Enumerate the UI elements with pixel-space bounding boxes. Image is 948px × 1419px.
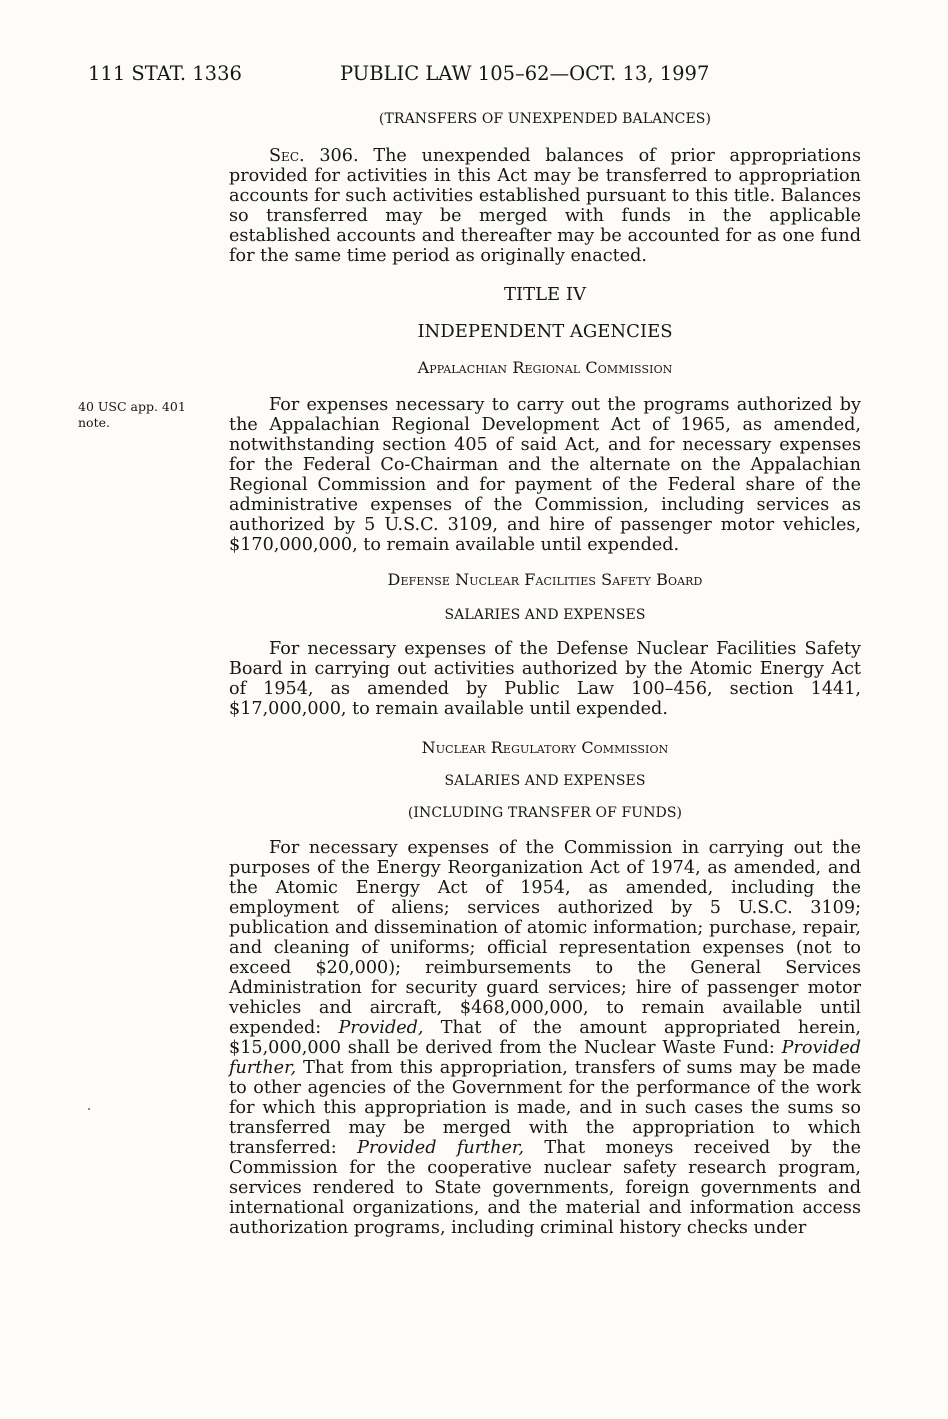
nrc-text xyxy=(229,838,861,1238)
dnfsb-text: For necessary expenses of the Defense Nuclear Facilities Safety Board in carrying out activities authorized by the Atomic Energy Act of 1954, as amended by Public Law 100–456, section 1441, $17,000,000, to remain available until expended. xyxy=(229,639,861,719)
nrc-paragraph xyxy=(229,838,861,1238)
scan-speck xyxy=(88,1108,90,1110)
transfers-heading: (TRANSFERS OF UNEXPENDED BALANCES) xyxy=(378,111,712,127)
arc-heading: Appalachian Regional Commission xyxy=(417,358,673,377)
section-306-text: The unexpended balances of prior appropriations provided for activities in this Act may be transferred to appropriation accounts for such activities established pursuant to this title. Balances so transferred may be merged with funds in the applicable established accounts and thereafter may be accounted for as one fund for the same time period as originally enacted. xyxy=(229,146,861,266)
nrc-text-part2: That of the amount appropriated herein, $15,000,000 shall be derived from the Nuclear Waste Fund: xyxy=(229,1018,862,1058)
margin-note-usc: 40 USC app. 401 note. xyxy=(78,399,186,430)
arc-text: For expenses necessary to carry out the programs authorized by the Appalachian Regional Development Act of 1965, as amended, notwithstanding section 405 of said Act, and for necessary expenses for the Federal Co-Chairman and the alternate on the Appalachian Regional Commission and for payment of the Federal share of the administrative expenses of the Commission, including services as authorized by 5 U.S.C. 3109, and hire of passenger motor vehicles, $170,000,000, to remain available until expended. xyxy=(229,395,861,555)
independent-agencies-heading: INDEPENDENT AGENCIES xyxy=(417,321,673,342)
stat-page-number: 111 STAT. 1336 xyxy=(88,62,242,85)
nrc-provided-2: Provided further, xyxy=(229,1038,862,1078)
dnfsb-subheading: SALARIES AND EXPENSES xyxy=(444,607,646,623)
nrc-provided-1: Provided, xyxy=(338,1018,424,1038)
dnfsb-heading: Defense Nuclear Facilities Safety Board xyxy=(387,570,703,589)
arc-paragraph xyxy=(229,395,861,555)
public-law-citation: PUBLIC LAW 105–62—OCT. 13, 1997 xyxy=(340,62,710,85)
nrc-text-part1: For necessary expenses of the Commission in carrying out the purposes of the Energy Reorganization Act of 1974, as amended, and the Atomic Energy Act of 1954, as amended, including the employment of aliens; services authorized by 5 U.S.C. 3109; publication and dissemination of atomic information; purchase, repair, and cleaning of uniforms; official representation expenses (not to exceed $20,000); reimbursements to the General Services Administration for security guard services; hire of passenger motor vehicles and aircraft, $468,000,000, to remain available until expended: xyxy=(229,838,861,1038)
section-306 xyxy=(229,146,861,266)
dnfsb-paragraph xyxy=(229,639,861,719)
nrc-text-part4: That moneys received by the Commission for the cooperative nuclear safety research program, services rendered to State governments, foreign governments and international organizations, and the material and information access authorization programs, including criminal history checks under xyxy=(229,1138,862,1238)
title-iv-heading: TITLE IV xyxy=(503,284,587,305)
nrc-subheading-transfer: (INCLUDING TRANSFER OF FUNDS) xyxy=(407,805,683,821)
nrc-text-part3: That from this appropriation, transfers of sums may be made to other agencies of the Government for the performance of the work for which this appropriation is made, and in such cases the sums so transferred may be merged with the appropriation to which transferred: xyxy=(229,1058,862,1158)
section-306-label: Sec. 306. xyxy=(269,146,359,166)
nrc-provided-3: Provided further, xyxy=(357,1138,524,1158)
nrc-subheading: SALARIES AND EXPENSES xyxy=(444,773,646,789)
nrc-heading: Nuclear Regulatory Commission xyxy=(421,738,669,757)
